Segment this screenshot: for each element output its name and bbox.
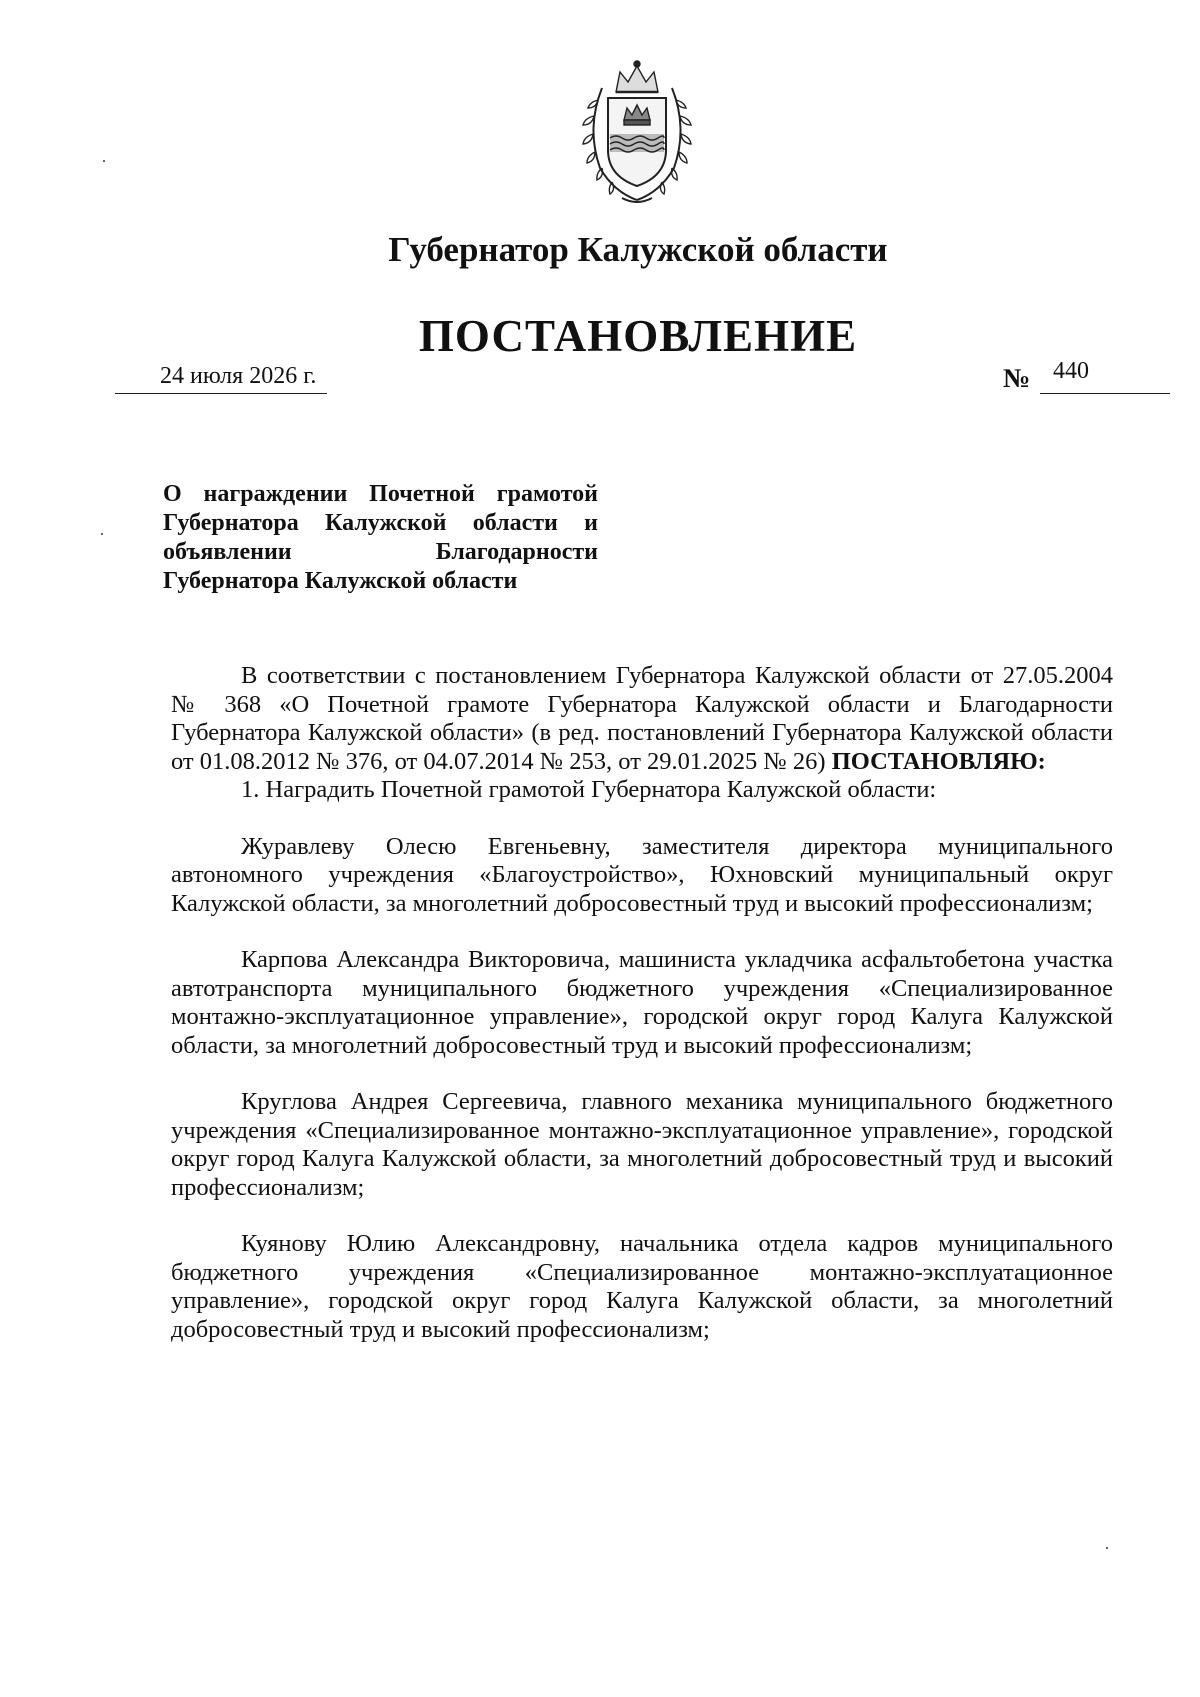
document-date: 24 июля 2026 г. xyxy=(160,363,317,389)
awardee-paragraph: Куянову Юлию Александровну, начальника отдела кадров муниципального бюджетного учреждения «Специализированное монтажно-эксплуатационное управление», городской округ город Калуга Калужской области, за многолетний добросовестный труд и высокий профессионализм; xyxy=(171,1230,1113,1343)
number-underline xyxy=(1040,393,1170,394)
awardee-paragraph: Круглова Андрея Сергеевича, главного механика муниципального бюджетного учреждения «Специализированное монтажно-эксплуатационное управление», городской округ город Калуга Калужской области, за многолетний добросовестный труд и высокий профессионализм; xyxy=(171,1088,1113,1201)
decree-word: ПОСТАНОВЛЯЮ: xyxy=(831,747,1046,775)
document-subject: О награждении Почетной грамотой Губернатора Калужской области и объявлении Благодарности Губернатора Калужской области xyxy=(163,481,598,594)
awardee-paragraph: Карпова Александра Викторовича, машиниста укладчика асфальтобетона участка автотранспорта муниципального бюджетного учреждения «Специализированное монтажно-эксплуатационное управление», городской округ город Калуга Калужской области, за многолетний добросовестный труд и высокий профессионализм; xyxy=(171,946,1113,1059)
preamble-paragraph xyxy=(171,662,1113,776)
item-1-heading: 1. Наградить Почетной грамотой Губернатора Калужской области: xyxy=(241,776,937,803)
document-number: 440 xyxy=(1053,358,1089,384)
document-body xyxy=(171,662,1113,1344)
kaluga-coat-of-arms-icon xyxy=(578,58,696,206)
scan-speck xyxy=(101,533,103,535)
issuing-authority: Губернатор Калужской области xyxy=(388,230,888,269)
document-type-title: ПОСТАНОВЛЕНИЕ xyxy=(418,311,858,361)
number-sign: № xyxy=(1003,363,1031,393)
scan-speck xyxy=(1106,1547,1108,1549)
scan-speck xyxy=(103,160,105,162)
date-underline xyxy=(115,393,327,394)
awardee-paragraph: Журавлеву Олесю Евгеньевну, заместителя директора муниципального автономного учреждения «Благоустройство», Юхновский муниципальный округ Калужской области, за многолетний добросовестный труд и высокий профессионализм; xyxy=(171,832,1113,917)
preamble-text: В соответствии с постановлением Губернатора Калужской области от 27.05.2004 № 368 «О Почетной грамоте Губернатора Калужской области и Благодарности Губернатора Калужской области» (в ред. постановлений Губернатора Калужской области от 01.08.2012 № 376, от 04.07.2014 № 253, от 29.01.2025 № 26) xyxy=(171,662,1113,775)
